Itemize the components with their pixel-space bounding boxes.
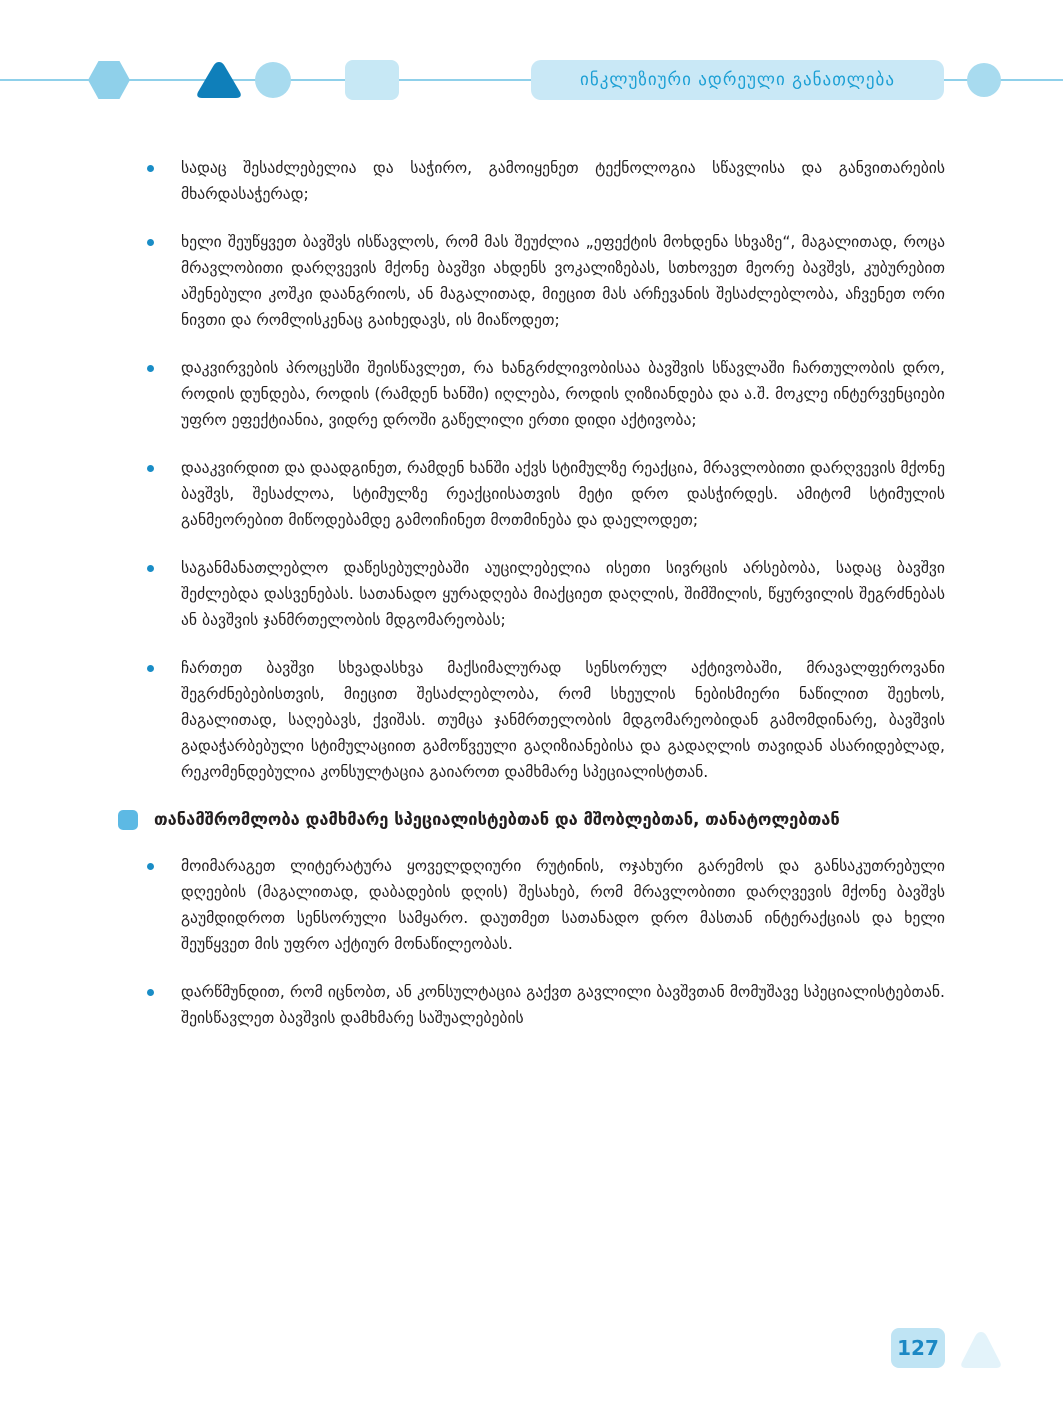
- list-item: [140, 555, 945, 633]
- header-title-badge: [531, 60, 944, 100]
- list-item-text: დააკვირდით და დაადგინეთ, რამდენ ხანში აქვს სტიმულზე რეაქცია, მრავლობითი დარღვევის მქონე ბავშვს, შესაძლოა, სტიმულზე რეაქციისათვის მეტი დრო დასჭირდეს. ამიტომ სტიმულის განმეორებით მიწოდებამდე გამოიჩინეთ მოთმინება და დაელოდეთ;: [181, 459, 945, 529]
- section-heading: [140, 807, 945, 833]
- list-item-text: დაკვირვების პროცესში შეისწავლეთ, რა ხანგრძლივობისაა ბავშვის სწავლაში ჩართულობის დრო, როდის დუნდება, როდის (რამდენ ხანში) იღლება, როდის ღიზიანდება და ა.შ. მოკლე ინტერვენციები უფრო ეფექტიანია, ვიდრე დროში გაწელილი ერთი დიდი აქტივობა;: [181, 359, 945, 429]
- bullet-icon: [147, 989, 154, 996]
- square-icon: [345, 60, 399, 100]
- triangle-icon: [196, 60, 242, 100]
- list-item: [140, 229, 945, 333]
- bullet-icon: [147, 239, 154, 246]
- list-item: [140, 355, 945, 433]
- bullet-icon: [147, 565, 154, 572]
- list-item-text: მოიმარაგეთ ლიტერატურა ყოველდღიური რუტინის, ოჯახური გარემოს და განსაკუთრებული დღეების (მაგალითად, დაბადების დღის) შესახებ, რომ მრავლობითი დარღვევის მქონე ბავშვს გაუმდიდროთ სენსორული სამყარო. დაუთმეთ სათანადო დრო მასთან ინტერაქციას და ხელი შეუწყვეთ მის უფრო აქტიურ მონაწილეობას.: [181, 857, 945, 953]
- bullet-icon: [147, 365, 154, 372]
- list-item-text: დარწმუნდით, რომ იცნობთ, ან კონსულტაცია გაქვთ გავლილი ბავშვთან მომუშავე სპეციალისტებთან. შეისწავლეთ ბავშვის დამხმარე საშუალებების: [181, 983, 945, 1027]
- list-item: [140, 853, 945, 957]
- main-content: [140, 155, 945, 1053]
- list-item-text: ჩართეთ ბავშვი სხვადასხვა მაქსიმალურად სენსორულ აქტივობაში, მრავალფეროვანი შეგრძნებებისთვის, მიეცით შესაძლებლობა, რომ სხეულის ნებისმიერი ნაწილით შეეხოს, მაგალითად, საღებავს, ქვიშას. თუმცა ჯანმრთელობის მდგომარეობიდან გამომდინარე, ბავშვის გადაჭარბებული სტიმულაციით გამოწვეული გაღიზიანებისა და გადაღლის თავიდან ასარიდებლად, რეკომენდებულია კონსულტაცია გაიაროთ დამხმარე სპეციალისტთან.: [181, 659, 945, 781]
- header-title: ინკლუზიური ადრეული განათლება: [580, 70, 895, 90]
- list-item: [140, 455, 945, 533]
- page-number-badge: [891, 1328, 945, 1368]
- list-item-text: საგანმანათლებლო დაწესებულებაში აუცილებელია ისეთი სივრცის არსებობა, სადაც ბავშვი შეძლებდა დასვენებას. სათანადო ყურადღება მიაქციეთ დაღლის, შიმშილის, წყურვილის შეგრძნებას ან ბავშვის ჯანმრთელობის მდგომარეობას;: [181, 559, 945, 629]
- list-item: [140, 655, 945, 785]
- circle-icon: [967, 63, 1001, 97]
- page-number: 127: [897, 1336, 939, 1360]
- bullet-list-bottom: [140, 853, 945, 1031]
- bullet-icon: [147, 465, 154, 472]
- triangle-icon: [960, 1330, 1002, 1370]
- bullet-icon: [147, 165, 154, 172]
- circle-icon: [255, 62, 291, 98]
- list-item-text: სადაც შესაძლებელია და საჭირო, გამოიყენეთ ტექნოლოგია სწავლისა და განვითარების მხარდასაჭერად;: [181, 159, 945, 203]
- bullet-list-top: [140, 155, 945, 785]
- section-heading-text: თანამშრომლობა დამხმარე სპეციალისტებთან და მშობლებთან, თანატოლებთან: [154, 810, 840, 829]
- hexagon-icon: [88, 61, 130, 99]
- square-marker-icon: [118, 810, 138, 830]
- list-item-text: ხელი შეუწყვეთ ბავშვს ისწავლოს, რომ მას შეუძლია „ეფექტის მოხდენა სხვაზე“, მაგალითად, როცა მრავლობითი დარღვევის მქონე ბავშვი ახდენს ვოკალიზებას, სთხოვეთ მეორე ბავშვს, კუბურებით აშენებული კოშკი დაანგრიოს, ან მაგალითად, მიეცით მას არჩევანის შესაძლებლობა, აჩვენეთ ორი ნივთი და რომლისკენაც გაიხედავს, ის მიაწოდეთ;: [181, 233, 945, 329]
- list-item: [140, 979, 945, 1031]
- bullet-icon: [147, 863, 154, 870]
- list-item: [140, 155, 945, 207]
- bullet-icon: [147, 665, 154, 672]
